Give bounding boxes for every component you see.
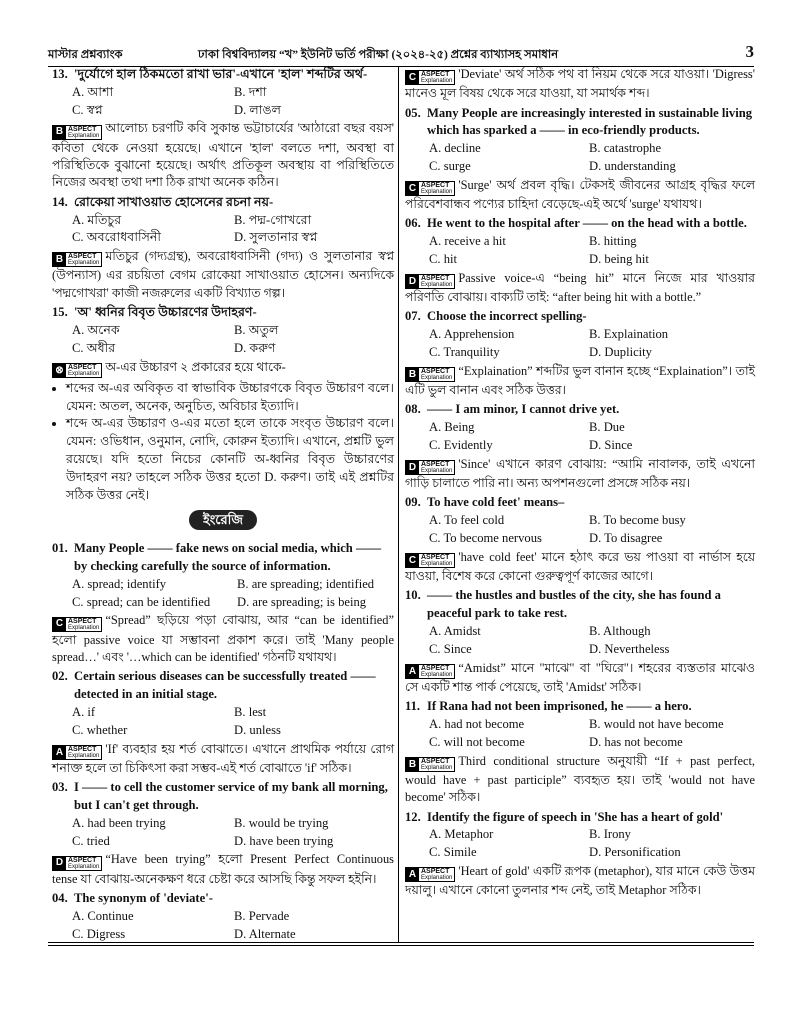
question-text: He went to the hospital after —— on the head with a bottle. (427, 216, 747, 231)
question-number: 01. (52, 541, 68, 556)
explanation (52, 612, 394, 666)
options (405, 512, 755, 548)
question-text: —— the hustles and bustles of the city, she has found a peaceful park to take rest. (427, 588, 721, 621)
badge-title: ASPECT (68, 125, 97, 133)
explanation (52, 120, 394, 191)
badge-title: ASPECT (68, 363, 97, 371)
answer-letter: D (53, 857, 66, 870)
option-c: C. surge (429, 159, 471, 173)
option-d: D. Personification (589, 845, 681, 860)
option-c: C. spread; can be identified (72, 594, 211, 609)
explanation (52, 741, 394, 778)
question-02 (52, 668, 394, 777)
page-number: 3 (745, 42, 754, 61)
explanation-text: 'If' ব্যবহার হয় শর্ত বোঝাতে। এখানে প্রাথমিক পর্যায়ে রোগ শনাক্ত হলে তা চিকিৎসা করা সম্ভব-এই শর্ত বোঝাতে 'if' সঠিক। (52, 741, 394, 775)
badge-title: ASPECT (421, 868, 450, 876)
option-c: C. অবরোধবাসিনী (72, 230, 162, 245)
answer-badge (405, 757, 455, 772)
badge-subtitle: Explanation (421, 468, 453, 474)
question-number: 03. (52, 780, 68, 795)
option-c: C. Evidently (429, 438, 493, 452)
answer-badge (405, 70, 455, 85)
explanation-point: • শব্দে অ-এর উচ্চারণ ও-এর মতো হলে তাকে সংবৃত উচ্চারণ বলে। যেমন: ওভিধান, ওনুমান, নোদি, কোরুন ইত্যাদি। এখানে, প্রশ্নটি ভুল রয়েছে। যদি হতো নিচের কোনটি অ-ধ্বনির বিবৃত উচ্চারণের উদাহরণ নয়? তাহলে সঠিক উত্তর হতো D. করুণ। তাই এই প্রশ্নটির সঠিক উত্তর নেই। (66, 415, 394, 504)
badge-title: ASPECT (68, 856, 97, 864)
left-column (52, 66, 394, 943)
question-number: 04. (52, 890, 68, 905)
option-b: B. অতুল (234, 323, 279, 338)
option-a: A. if (72, 704, 96, 719)
option-d: D. সুলতানার স্বপ্ন (234, 230, 318, 245)
explanation (52, 248, 394, 302)
question-number: 02. (52, 669, 68, 684)
answer-badge (52, 856, 102, 871)
answer-letter: B (53, 126, 66, 139)
option-b: B. are spreading; identified (237, 576, 375, 591)
column-divider (398, 66, 399, 942)
options (52, 84, 394, 120)
answer-badge (405, 367, 455, 382)
badge-subtitle: Explanation (421, 375, 453, 381)
explanation (405, 549, 755, 586)
badge-title: ASPECT (421, 554, 450, 561)
question-09 (405, 494, 755, 585)
option-d: D. Since (589, 438, 633, 452)
option-d: D. have been trying (234, 833, 334, 848)
option-d: D. করুণ (234, 340, 276, 355)
question-text: Certain serious diseases can be successfully treated —— detected in an initial stage. (74, 669, 376, 702)
answer-badge (405, 867, 455, 882)
question-number: 13. (52, 67, 68, 81)
right-column (405, 66, 755, 902)
option-c: C. will not become (429, 734, 525, 749)
answer-letter: B (406, 758, 419, 771)
options (405, 233, 755, 269)
answer-letter: D (406, 461, 419, 474)
badge-title: ASPECT (421, 757, 450, 765)
question-11 (405, 698, 755, 806)
question-text: 'অ' ধ্বনির বিবৃত উচ্চারণের উদাহরণ- (74, 305, 257, 320)
badge-subtitle: Explanation (68, 624, 100, 631)
explanation-text: 'Surge' অর্থ প্রবল বৃদ্ধি। টেকসই জীবনের আগ্রহ বৃদ্ধির ফলে পরিবেশবান্ধব পণ্যের চাহিদা বেড়েছে-এই অর্থে 'surge' যথাযথ। (405, 177, 755, 211)
option-d: D. are spreading; is being (237, 594, 367, 609)
option-c: C. To become nervous (429, 531, 542, 545)
question-number: 10. (405, 588, 421, 603)
question-text: Choose the incorrect spelling- (427, 309, 587, 324)
badge-title: ASPECT (68, 253, 97, 261)
badge-subtitle: Explanation (68, 752, 100, 759)
option-b: B. দশা (234, 84, 267, 99)
section-heading (52, 510, 394, 530)
option-a: A. had been trying (72, 815, 166, 830)
option-d: D. has not become (589, 734, 683, 749)
option-a: A. Metaphor (429, 827, 494, 842)
question-text: Identify the figure of speech in 'She has a heart of gold' (427, 809, 724, 824)
badge-title: ASPECT (68, 617, 97, 625)
explanation (405, 363, 755, 400)
options (52, 576, 394, 612)
question-number: 07. (405, 309, 421, 324)
question-number: 08. (405, 402, 421, 417)
options (405, 326, 755, 362)
option-a: A. decline (429, 141, 481, 156)
question-06 (405, 215, 755, 306)
question-number: 14. (52, 194, 68, 209)
options (405, 140, 755, 176)
answer-badge (405, 460, 455, 475)
explanation-point: • শব্দের অ-এর অবিকৃত বা স্বাভাবিক উচ্চারণকে বিবৃত উচ্চারণ বলে। যেমন: অতল, অনেক, অনুচিত, অবিচার ইত্যাদি। (66, 380, 394, 416)
explanation (52, 851, 394, 888)
option-c: C. অধীর (72, 340, 116, 355)
book-title: মাস্টার প্রশ্নব্যাংক (48, 49, 123, 61)
badge-subtitle: Explanation (421, 764, 453, 771)
explanation-text: 'Since' এখানে কারণ বোঝায়: “আমি নাবালক, তাই এখনো গাড়ি চালাতে পারি না। অন্য অপশনগুলো প্রসঙ্গে সঠিক নয়। (405, 456, 755, 490)
option-d: D. To disagree (589, 531, 663, 545)
answer-badge (52, 125, 102, 140)
answer-badge (405, 181, 455, 196)
question-number: 12. (405, 809, 421, 824)
option-b: B. পদ্ম-গোখরো (234, 212, 312, 227)
badge-title: ASPECT (421, 664, 450, 672)
answer-letter: A (406, 665, 419, 678)
option-c: C. Digress (72, 926, 126, 941)
explanation-q04 (405, 66, 755, 103)
options (52, 908, 394, 944)
option-c: C. স্বপ্ন (72, 102, 103, 117)
options (405, 623, 755, 659)
question-number: 06. (405, 216, 421, 231)
explanation-text: আলোচ্য চরণটি কবি সুকান্ত ভট্টাচার্যের 'আঠারো বছর বয়স' কবিতা থেকে নেওয়া হয়েছে। এখানে 'হাল' বলতে দশা, অবস্থা বা পরিস্থিতিকে বুঝানো হয়েছে। অর্থাৎ প্রতিকূল অবস্থায় বা পরিস্থিতিতে নিজের অবস্থা তথা দশা ঠিক রাখা অনেক কঠিন। (52, 121, 394, 190)
badge-subtitle: Explanation (421, 189, 453, 195)
option-a: A. receive a hit (429, 234, 506, 249)
answer-letter: B (406, 368, 419, 381)
answer-letter: C (406, 182, 419, 195)
badge-subtitle: Explanation (421, 875, 453, 882)
question-text: 'দুর্যোগে হাল ঠিকমতো রাখা ভার'-এখানে 'হাল' শব্দটির অর্থ- (74, 67, 368, 81)
option-b: B. Due (589, 420, 625, 435)
option-a: A. had not become (429, 717, 525, 731)
option-d: D. understanding (589, 159, 676, 173)
badge-subtitle: Explanation (421, 78, 453, 85)
footer-rule-2 (48, 945, 754, 946)
explanation (405, 456, 755, 493)
explanation (405, 270, 755, 307)
option-b: B. would be trying (234, 815, 329, 830)
option-b: B. hitting (589, 234, 637, 249)
badge-subtitle: Explanation (421, 671, 453, 678)
answer-letter: A (406, 868, 419, 881)
question-text: The synonym of 'deviate'- (74, 890, 213, 905)
options (405, 826, 755, 862)
badge-title: ASPECT (421, 368, 450, 375)
answer-badge (52, 363, 102, 378)
explanation (405, 863, 755, 900)
badge-title: ASPECT (421, 461, 450, 468)
options (52, 212, 394, 248)
question-14 (52, 194, 394, 302)
options (405, 716, 755, 752)
question-12 (405, 809, 755, 900)
option-b: B. lest (234, 704, 267, 719)
options (52, 322, 394, 358)
question-text: If Rana had not been imprisoned, he —— a hero. (427, 699, 692, 714)
question-15 (52, 304, 394, 504)
option-c: C. Simile (429, 845, 477, 860)
option-d: D. লাঙল (234, 102, 282, 117)
answer-letter: A (53, 746, 66, 759)
question-10 (405, 587, 755, 696)
header-title: ঢাকা বিশ্ববিদ্যালয় “খ” ইউনিট ভর্তি পরীক্ষা (২০২৪-২৫) প্রশ্নের ব্যাখ্যাসহ সমাধান (198, 49, 559, 61)
section-label: ইংরেজি (189, 510, 257, 530)
option-a: A. Apprehension (429, 327, 515, 342)
explanation-text: 'Heart of gold' একটি রূপক (metaphor), যার মানে কেউ উত্তম দয়ালু। এখানে কোনো তুলনার শব্দ নেই, তাই Metaphor সঠিক। (405, 864, 755, 898)
question-03 (52, 779, 394, 888)
badge-title: ASPECT (421, 182, 450, 189)
badge-subtitle: Explanation (421, 561, 453, 567)
explanation-text: 'Deviate' অর্থ সঠিক পথ বা নিয়ম থেকে সরে যাওয়া। 'Digress' মানেও মূল বিষয় থেকে সরে যাওয়া, যা সমার্থক শব্দ। (405, 67, 755, 101)
badge-subtitle: Explanation (68, 370, 100, 377)
question-01 (52, 540, 394, 666)
explanation-text: Passive voice-এ “being hit” মানে নিজে মার খাওয়ার পরিণতি বোঝায়। বাক্যটি তাই: “after being hit with a bottle.” (405, 270, 755, 304)
badge-title: ASPECT (421, 275, 450, 282)
question-number: 05. (405, 105, 421, 120)
answer-badge (52, 745, 102, 760)
answer-letter: C (406, 71, 419, 84)
option-c: C. tried (72, 833, 110, 848)
option-b: B. would not have become (589, 717, 724, 731)
option-d: D. unless (234, 722, 281, 737)
explanation-text: Third conditional structure অনুযায়ী “If + past perfect, would have + past participle” ব্যবহৃত হয়। তাই 'would not have become' সঠিক। (405, 753, 755, 805)
option-a: A. মতিচুর (72, 212, 122, 227)
answer-badge (405, 553, 455, 568)
badge-subtitle: Explanation (68, 260, 100, 267)
option-b: B. Irony (589, 827, 631, 842)
question-05 (405, 105, 755, 214)
question-text: To have cold feet' means– (427, 495, 565, 510)
option-b: B. catastrophe (589, 141, 662, 156)
answer-badge (52, 252, 102, 267)
question-text: I —— to cell the customer service of my bank all morning, but I can't get through. (74, 780, 388, 812)
explanation-points (52, 380, 394, 505)
option-a: A. spread; identify (72, 576, 167, 591)
explanation (405, 660, 755, 697)
option-b: B. Explaination (589, 327, 669, 342)
badge-title: ASPECT (68, 745, 97, 753)
explanation (52, 359, 394, 378)
option-c: C. Tranquility (429, 345, 500, 359)
badge-subtitle: Explanation (68, 132, 100, 139)
option-a: A. Amidst (429, 624, 481, 638)
option-b: B. To become busy (589, 513, 686, 528)
option-b: B. Pervade (234, 908, 290, 923)
question-text: রোকেয়া সাখাওয়াত হোসেনের রচনা নয়- (74, 194, 274, 209)
option-d: D. Duplicity (589, 345, 652, 359)
question-number: 15. (52, 305, 68, 320)
explanation-text: “Spread” ছড়িয়ে পড়া বোঝায়, আর “can be identified” হলো passive voice যা সম্ভাবনা প্রকাশ করে। তাই 'Many people spread…' এবং '…which can be identified' গঠনটি যথাযথ। (52, 613, 394, 664)
question-08 (405, 401, 755, 492)
option-c: C. Since (429, 641, 472, 656)
options (52, 704, 394, 740)
option-d: D. Alternate (234, 926, 296, 941)
no-answer-icon: ⊗ (53, 364, 66, 377)
option-a: A. আশা (72, 84, 114, 99)
option-a: A. Continue (72, 908, 134, 923)
options (405, 419, 755, 455)
badge-subtitle: Explanation (68, 863, 100, 870)
explanation (405, 753, 755, 807)
answer-badge (405, 664, 455, 679)
option-a: A. To feel cold (429, 513, 505, 528)
option-a: A. অনেক (72, 323, 120, 338)
explanation-text: অ-এর উচ্চারণ ২ প্রকারের হয়ে থাকে- (105, 359, 286, 374)
answer-letter: C (406, 554, 419, 567)
page-header (48, 44, 754, 66)
question-04 (52, 890, 394, 943)
explanation-text: 'have cold feet' মানে হঠাৎ করে ভয় পাওয়া বা নার্ভাস হয়ে যাওয়া, বিশেষ করে কোনো গুরুত্বপূর্ণ কাজের আগে। (405, 549, 755, 583)
question-number: 11. (405, 699, 421, 714)
answer-badge (52, 617, 102, 632)
options (52, 815, 394, 851)
explanation-text: “Explaination” শব্দটির ভুল বানান হচ্ছে “Explaination”। তাই এটি ভুল বানান এবং সঠিক উত্তর। (405, 363, 755, 397)
answer-letter: B (53, 253, 66, 266)
option-c: C. whether (72, 722, 128, 737)
option-b: B. Although (589, 624, 651, 638)
option-a: A. Being (429, 420, 475, 435)
question-text: —— I am minor, I cannot drive yet. (427, 402, 620, 417)
question-13 (52, 66, 394, 192)
option-d: D. being hit (589, 252, 649, 266)
explanation-text: মতিচুর (গদ্যগ্রন্থ), অবরোধবাসিনী (গদ্য) ও সুলতানার স্বপ্ন (উপন্যাস) এর রচয়িতা বেগম রোকেয়া সাখাওয়াত হোসেন। অন্যদিকে 'পদ্মগোখরা' কাজী নজরুলের একটি বিখ্যাত গল্প। (52, 249, 394, 300)
question-text: Many People —— fake news on social media, which —— by checking carefully the source of information. (74, 541, 382, 573)
option-c: C. hit (429, 252, 457, 266)
answer-letter: C (53, 618, 66, 631)
explanation-text: “Amidst” মানে "মাঝে" বা "ঘিরে"। শহরের ব্যস্ততার মাঝেও সে একটি শান্ত পার্ক পেয়েছে, তাই 'Amidst' সঠিক। (405, 660, 755, 694)
explanation-text: “Have been trying” হলো Present Perfect Continuous tense যা বোঝায়-অনেকক্ষণ ধরে চেষ্টা করে আসছি কিন্তু সফল হইনি। (52, 852, 394, 886)
question-text: Many People are increasingly interested in sustainable living which has sparked a —— in eco-friendly products. (427, 105, 752, 138)
badge-subtitle: Explanation (421, 282, 453, 288)
badge-title: ASPECT (421, 71, 450, 79)
option-d: D. Nevertheless (589, 641, 670, 656)
answer-badge (405, 274, 455, 289)
answer-letter: D (406, 275, 419, 288)
explanation (405, 177, 755, 214)
question-07 (405, 308, 755, 399)
question-number: 09. (405, 495, 421, 510)
